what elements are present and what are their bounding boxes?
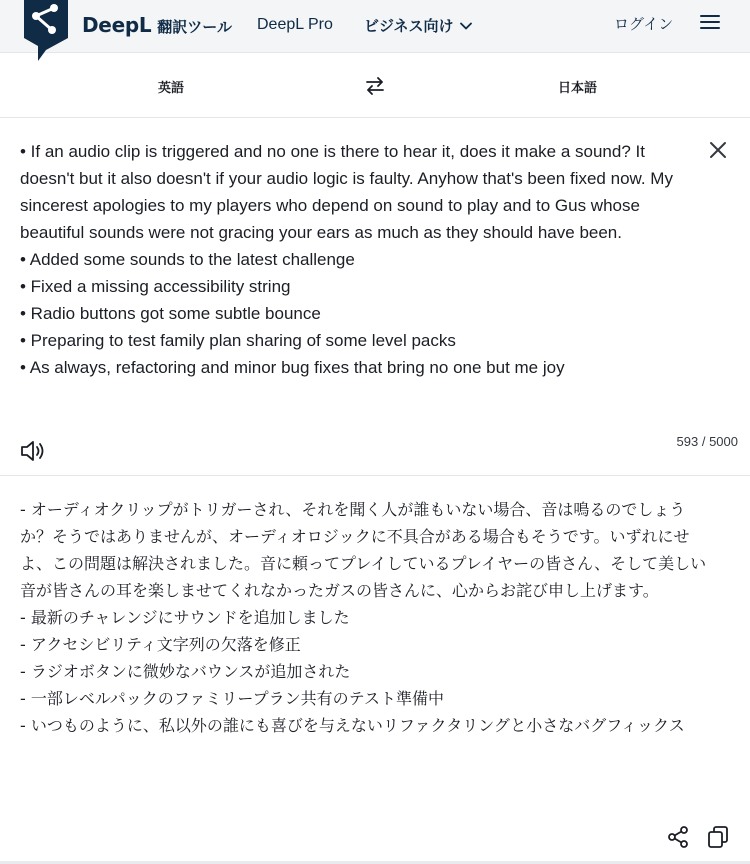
translation-panel xyxy=(0,476,750,864)
target-language-selector[interactable]: 日本語 xyxy=(558,81,598,96)
login-link[interactable]: ログイン xyxy=(614,15,674,33)
nav-deepl-pro-link[interactable]: DeepL Pro xyxy=(257,16,333,33)
copy-icon[interactable] xyxy=(706,825,730,849)
swap-languages-icon[interactable] xyxy=(364,75,386,97)
brand-name: DeepL xyxy=(82,13,152,37)
close-icon[interactable] xyxy=(709,141,727,159)
nav-business-label: ビジネス向け xyxy=(364,17,454,35)
deepl-logo-icon[interactable] xyxy=(20,0,72,61)
character-counter: 593 / 5000 xyxy=(676,434,738,449)
speaker-icon[interactable] xyxy=(20,439,46,463)
hamburger-menu-icon[interactable] xyxy=(700,13,720,31)
share-icon[interactable] xyxy=(666,825,690,849)
source-text-input[interactable]: • If an audio clip is triggered and no one is there to hear it, does it make a sound? It doesn't but it also doesn't if your audio logic is faulty. Anyhow that's been fixed now. My sincerest apologies to my players who depend on sound to play and to Gus whose beautiful sounds were not gracing your ears as much as they should have been. • Added some sounds to the latest challenge • Fixed a missing accessibility string • Radio buttons got some subtle bounce • Preparing to test family plan sharing of some level packs • As always, refactoring and minor bug fixes that bring no one but me joy xyxy=(20,142,673,377)
source-text-panel xyxy=(0,118,750,476)
top-navigation-bar xyxy=(0,0,750,53)
source-language-selector[interactable]: 英語 xyxy=(158,81,185,96)
nav-business-dropdown[interactable] xyxy=(364,15,472,36)
brand[interactable] xyxy=(82,13,232,37)
language-selector-bar xyxy=(0,54,750,118)
brand-subtitle: 翻訳ツール xyxy=(157,18,232,36)
chevron-down-icon xyxy=(460,22,472,30)
translated-text[interactable]: - オーディオクリップがトリガーされ、それを聞く人が誰もいない場合、音は鳴るのでしょうか？そうではありませんが、オーディオロジックに不具合がある場合もそうです。いずれにせよ、この問題は解決されました。音に頼ってプレイしているプレイヤーの皆さん、そして美しい音が皆さんの耳を楽しませてくれなかったガスの皆さんに、心からお詫び申し上げます。 - 最新のチャレンジにサウンドを追加しました - アクセシビリティ文字列の欠落を修正 - ラジオボタンに微妙なバウンスが追加された - 一部レベルパックのファミリープラン共有のテスト準備中 - いつものように、私以外の誰にも喜びを与えないリファクタリングと小さなバグフィックス xyxy=(20,500,707,735)
